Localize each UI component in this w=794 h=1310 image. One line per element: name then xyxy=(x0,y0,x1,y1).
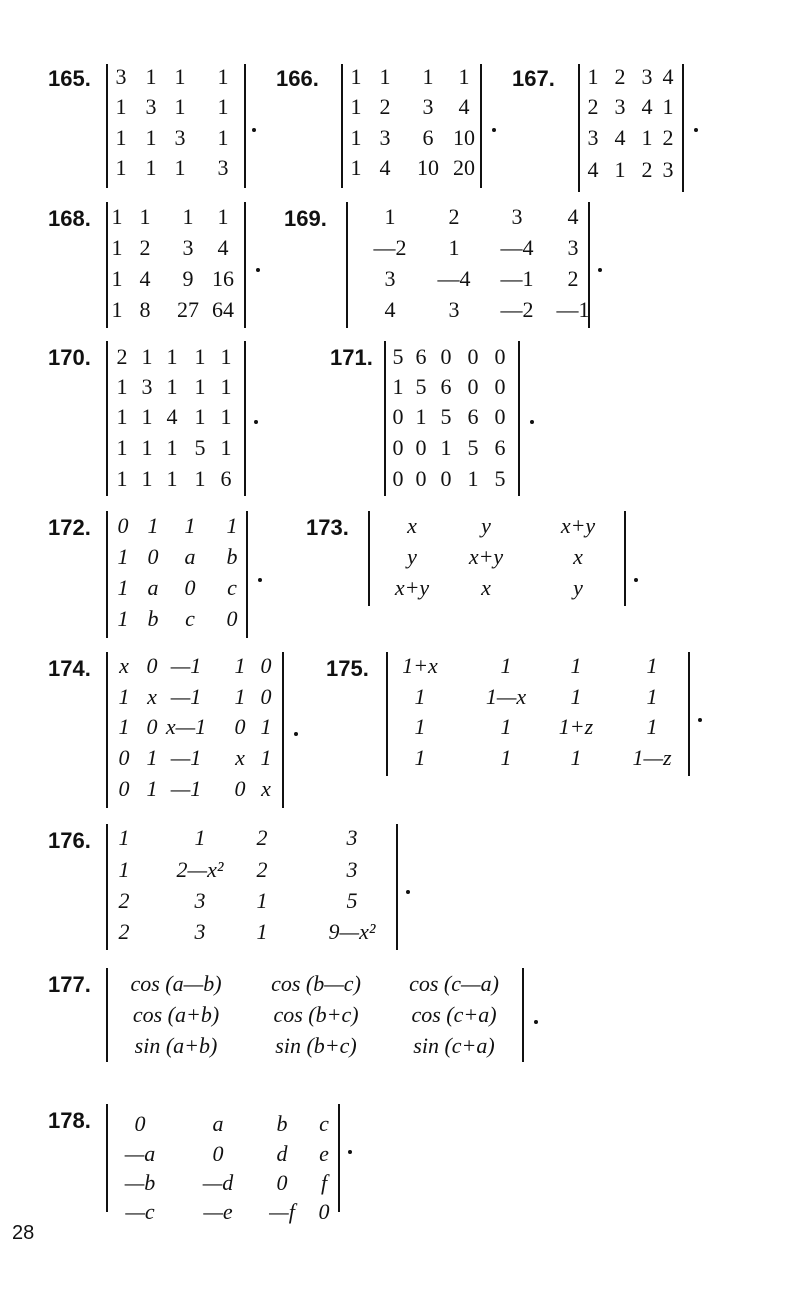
matrix-entry: 1 xyxy=(166,466,178,491)
period-dot xyxy=(598,268,602,272)
matrix-entry: a xyxy=(184,544,196,569)
matrix-entry: 1 xyxy=(116,374,128,399)
problem-number: 170. xyxy=(48,345,91,370)
matrix-entry: 1 xyxy=(117,606,129,631)
matrix-entry: 1 xyxy=(414,745,426,770)
page-number: 28 xyxy=(12,1222,35,1244)
matrix-entry: 1 xyxy=(194,825,206,850)
matrix-entry: 4 xyxy=(587,157,599,182)
matrix-entry: 5 xyxy=(392,344,404,369)
matrix-entry: 1 xyxy=(141,466,153,491)
matrix-entry: 2 xyxy=(662,125,674,150)
matrix-entry: 1 xyxy=(350,155,362,180)
matrix-entry: 0 xyxy=(234,714,246,739)
matrix-entry: 3 xyxy=(346,857,358,882)
matrix-entry: 6 xyxy=(220,466,232,491)
matrix-entry: 0 xyxy=(494,404,506,429)
matrix-entry: 1 xyxy=(118,714,130,739)
matrix-entry: —4 xyxy=(500,235,534,260)
matrix-entry: x+y xyxy=(468,544,504,569)
matrix-entry: 2—x² xyxy=(176,857,224,882)
matrix-entry: cos (a+b) xyxy=(132,1002,220,1027)
matrix-entry: x+y xyxy=(394,575,430,600)
matrix-entry: 1 xyxy=(220,435,232,460)
matrix-entry: 2 xyxy=(379,94,391,119)
matrix-entry: 5 xyxy=(346,888,358,913)
matrix-entry: —1 xyxy=(170,776,202,801)
matrix-entry: 9—x² xyxy=(328,919,376,944)
matrix-entry: 1 xyxy=(662,94,674,119)
matrix-entry: 1 xyxy=(118,857,130,882)
matrix-entry: 1 xyxy=(118,684,130,709)
matrix-entry: 1 xyxy=(146,776,158,801)
matrix-entry: 0 xyxy=(392,466,404,491)
matrix-entry: 2 xyxy=(256,825,268,850)
matrix-entry: cos (b—c) xyxy=(271,971,361,996)
problem-number: 168. xyxy=(48,206,91,231)
matrix-entry: 1 xyxy=(614,157,626,182)
matrix-entry: 0 xyxy=(392,404,404,429)
matrix-entry: 1 xyxy=(145,64,157,89)
period-dot xyxy=(348,1150,352,1154)
matrix-entry: 5 xyxy=(415,374,427,399)
matrix-entry: 0 xyxy=(146,653,158,678)
matrix-entry: 0 xyxy=(184,575,196,600)
matrix-entry: 1 xyxy=(414,714,426,739)
period-dot xyxy=(530,420,534,424)
matrix-entry: sin (c+a) xyxy=(413,1033,495,1058)
matrix-entry: 1—z xyxy=(632,745,672,770)
matrix-entry: 1 xyxy=(392,374,404,399)
matrix-entry: 0 xyxy=(318,1199,330,1224)
problem-number: 166. xyxy=(276,66,319,91)
matrix-entry: 1 xyxy=(448,235,460,260)
matrix-entry: 0 xyxy=(260,684,272,709)
matrix-entry: 2 xyxy=(448,204,460,229)
matrix-entry: 0 xyxy=(117,513,129,538)
matrix-entry: 0 xyxy=(415,435,427,460)
matrix-entry: 6 xyxy=(440,374,452,399)
period-dot xyxy=(254,420,258,424)
matrix-entry: 16 xyxy=(212,266,234,291)
matrix-entry: 5 xyxy=(194,435,206,460)
period-dot xyxy=(406,890,410,894)
matrix-entry: 0 xyxy=(147,544,159,569)
matrix-entry: 1 xyxy=(111,266,123,291)
problem-number: 175. xyxy=(326,656,369,681)
matrix-entry: 3 xyxy=(511,204,523,229)
matrix-entry: 1 xyxy=(384,204,396,229)
matrix-entry: x—1 xyxy=(165,714,207,739)
period-dot xyxy=(492,128,496,132)
matrix-entry: 1 xyxy=(147,513,159,538)
matrix-entry: 2 xyxy=(641,157,653,182)
period-dot xyxy=(534,1020,538,1024)
matrix-entry: 0 xyxy=(226,606,238,631)
matrix-entry: 4 xyxy=(567,204,579,229)
matrix-entry: 20 xyxy=(453,155,475,180)
matrix-entry: 1 xyxy=(166,435,178,460)
matrix-entry: 1 xyxy=(500,745,512,770)
matrix-entry: x xyxy=(147,684,157,709)
matrix-entry: 1 xyxy=(217,204,229,229)
matrix-entry: 10 xyxy=(453,125,475,150)
problem-number: 176. xyxy=(48,828,91,853)
matrix-entry: 2 xyxy=(587,94,599,119)
matrix-entry: 1 xyxy=(422,64,434,89)
matrix-entry: 3 xyxy=(641,64,653,89)
matrix-entry: 4 xyxy=(166,404,178,429)
matrix-entry: 6 xyxy=(422,125,434,150)
matrix-entry: 4 xyxy=(139,266,151,291)
matrix-entry: —b xyxy=(124,1170,156,1195)
matrix-entry: 2 xyxy=(614,64,626,89)
matrix-entry: 1 xyxy=(117,544,129,569)
matrix-entry: x+y xyxy=(560,513,596,538)
matrix-entry: —2 xyxy=(500,297,534,322)
matrix-entry: 2 xyxy=(567,266,579,291)
matrix-entry: 1 xyxy=(174,64,186,89)
matrix-entry: 4 xyxy=(614,125,626,150)
matrix-entry: 1+z xyxy=(558,714,594,739)
matrix-entry: 1 xyxy=(217,64,229,89)
matrix-entry: f xyxy=(320,1170,328,1195)
matrix-entry: cos (a—b) xyxy=(130,971,222,996)
matrix-entry: —c xyxy=(125,1199,155,1224)
matrix-entry: 27 xyxy=(177,297,199,322)
matrix-entry: 3 xyxy=(217,155,229,180)
matrix-entry: 10 xyxy=(417,155,439,180)
matrix-entry: 3 xyxy=(182,235,194,260)
matrix-entry: 0 xyxy=(440,466,452,491)
matrix-entry: 5 xyxy=(494,466,506,491)
matrix-entry: 0 xyxy=(118,745,130,770)
matrix-entry: 1 xyxy=(194,466,206,491)
matrix-entry: b xyxy=(226,544,238,569)
matrix-entry: 3 xyxy=(194,888,206,913)
matrix-entry: 1 xyxy=(500,653,512,678)
matrix-entry: 1 xyxy=(141,435,153,460)
matrix-entry: 0 xyxy=(276,1170,288,1195)
matrix-entry: 1 xyxy=(220,404,232,429)
matrix-entry: —2 xyxy=(373,235,407,260)
matrix-entry: 1 xyxy=(115,155,127,180)
matrix-entry: x xyxy=(481,575,491,600)
matrix-entry: 64 xyxy=(212,297,234,322)
matrix-entry: y xyxy=(573,575,583,600)
matrix-entry: 6 xyxy=(415,344,427,369)
matrix-entry: sin (a+b) xyxy=(134,1033,218,1058)
matrix-entry: —1 xyxy=(170,745,202,770)
period-dot xyxy=(294,732,298,736)
matrix-entry: 1 xyxy=(166,344,178,369)
matrix-entry: 0 xyxy=(467,344,479,369)
period-dot xyxy=(694,128,698,132)
matrix-entry: 3 xyxy=(614,94,626,119)
matrix-entry: 4 xyxy=(379,155,391,180)
matrix-entry: 1 xyxy=(118,825,130,850)
matrix-entry: 1 xyxy=(414,684,426,709)
matrix-entry: cos (c—a) xyxy=(409,971,499,996)
matrix-entry: 6 xyxy=(494,435,506,460)
matrix-entry: x xyxy=(235,745,245,770)
matrix-entry: 1 xyxy=(350,125,362,150)
matrix-entry: 1 xyxy=(111,235,123,260)
matrix-entry: 1 xyxy=(458,64,470,89)
matrix-entry: 1 xyxy=(145,125,157,150)
problem-number: 165. xyxy=(48,66,91,91)
matrix-entry: x xyxy=(407,513,417,538)
matrix-entry: 1 xyxy=(217,125,229,150)
matrix-entry: 6 xyxy=(467,404,479,429)
matrix-entry: 1 xyxy=(646,653,658,678)
matrix-entry: 0 xyxy=(134,1111,146,1136)
problem-number: 178. xyxy=(48,1108,91,1133)
matrix-entry: 0 xyxy=(467,374,479,399)
matrix-entry: c xyxy=(185,606,195,631)
matrix-entry: 0 xyxy=(440,344,452,369)
matrix-entry: a xyxy=(212,1111,224,1136)
matrix-entry: 1 xyxy=(194,404,206,429)
matrix-entry: 1 xyxy=(220,344,232,369)
matrix-entry: 1 xyxy=(184,513,196,538)
matrix-entry: —4 xyxy=(437,266,471,291)
period-dot xyxy=(698,718,702,722)
matrix-entry: 3 xyxy=(346,825,358,850)
matrix-entry: 1 xyxy=(646,684,658,709)
matrix-entry: 0 xyxy=(494,374,506,399)
matrix-entry: 1 xyxy=(174,94,186,119)
matrix-entry: 1 xyxy=(174,155,186,180)
matrix-entry: 4 xyxy=(662,64,674,89)
matrix-entry: x xyxy=(261,776,271,801)
matrix-entry: —1 xyxy=(170,684,202,709)
matrix-entry: a xyxy=(147,575,159,600)
problem-number: 174. xyxy=(48,656,91,681)
matrix-entry: 3 xyxy=(174,125,186,150)
matrix-entry: 3 xyxy=(422,94,434,119)
matrix-entry: 3 xyxy=(448,297,460,322)
matrix-entry: —1 xyxy=(170,653,202,678)
problem-number: 169. xyxy=(284,206,327,231)
matrix-entry: cos (b+c) xyxy=(273,1002,359,1027)
matrix-entry: 0 xyxy=(234,776,246,801)
problem-number: 167. xyxy=(512,66,555,91)
matrix-entry: c xyxy=(227,575,237,600)
problem-number: 177. xyxy=(48,972,91,997)
problem-number: 171. xyxy=(330,345,373,370)
matrix-entry: sin (b+c) xyxy=(275,1033,357,1058)
matrix-entry: 1 xyxy=(646,714,658,739)
matrix-entry: x xyxy=(573,544,583,569)
period-dot xyxy=(256,268,260,272)
matrix-entry: —d xyxy=(202,1170,234,1195)
matrix-entry: 1 xyxy=(260,714,272,739)
matrix-entry: 1 xyxy=(116,466,128,491)
matrix-entry: 3 xyxy=(141,374,153,399)
matrix-entry: 5 xyxy=(440,404,452,429)
period-dot xyxy=(252,128,256,132)
matrix-entry: 3 xyxy=(662,157,674,182)
matrix-entry: 0 xyxy=(146,714,158,739)
matrix-entry: 4 xyxy=(217,235,229,260)
matrix-entry: 1 xyxy=(166,374,178,399)
matrix-entry: —1 xyxy=(500,266,534,291)
matrix-entry: 1 xyxy=(350,94,362,119)
matrix-entry: 4 xyxy=(458,94,470,119)
matrix-entry: 1 xyxy=(500,714,512,739)
matrix-entry: 1 xyxy=(116,435,128,460)
matrix-entry: 3 xyxy=(379,125,391,150)
matrix-entry: 1 xyxy=(194,374,206,399)
matrix-entry: 1 xyxy=(139,204,151,229)
matrix-entry: 0 xyxy=(392,435,404,460)
matrix-entry: 1 xyxy=(440,435,452,460)
matrix-entry: 0 xyxy=(494,344,506,369)
matrix-entry: 1 xyxy=(111,204,123,229)
matrix-entry: 1 xyxy=(570,745,582,770)
matrix-entry: 3 xyxy=(115,64,127,89)
matrix-entry: 1 xyxy=(379,64,391,89)
matrix-entry: 3 xyxy=(567,235,579,260)
matrix-entry: 2 xyxy=(256,857,268,882)
period-dot xyxy=(634,578,638,582)
matrix-entry: 1—x xyxy=(485,684,527,709)
matrix-entry: 1 xyxy=(111,297,123,322)
matrix-entry: 1 xyxy=(182,204,194,229)
matrix-entry: 1 xyxy=(145,155,157,180)
matrix-entry: 1 xyxy=(141,404,153,429)
matrix-entry: c xyxy=(319,1111,329,1136)
matrix-entry: 9 xyxy=(182,266,194,291)
matrix-entry: 1 xyxy=(256,919,268,944)
matrix-entry: 1 xyxy=(116,404,128,429)
matrix-entry: —f xyxy=(269,1199,295,1224)
matrix-entry: 1 xyxy=(194,344,206,369)
matrix-entry: 4 xyxy=(384,297,396,322)
matrix-entry: 1 xyxy=(467,466,479,491)
matrix-entry: 1 xyxy=(256,888,268,913)
matrix-entry: e xyxy=(319,1141,329,1166)
matrix-entry: 1 xyxy=(220,374,232,399)
matrix-entry: 1 xyxy=(234,653,246,678)
matrix-entry: —a xyxy=(124,1141,156,1166)
matrix-entry: 5 xyxy=(467,435,479,460)
matrix-entry: y xyxy=(407,544,417,569)
matrix-entry: x xyxy=(119,653,129,678)
matrix-entry: 2 xyxy=(139,235,151,260)
matrix-entry: 0 xyxy=(212,1141,224,1166)
matrix-entry: 2 xyxy=(118,919,130,944)
matrix-entry: 0 xyxy=(260,653,272,678)
matrix-entry: —e xyxy=(203,1199,233,1224)
matrix-entry: 1 xyxy=(117,575,129,600)
matrix-entry: 2 xyxy=(116,344,128,369)
matrix-entry: 1+x xyxy=(402,653,438,678)
problem-number: 172. xyxy=(48,515,91,540)
matrix-entry: 3 xyxy=(587,125,599,150)
period-dot xyxy=(258,578,262,582)
matrix-entry: b xyxy=(276,1111,288,1136)
matrix-entry: 1 xyxy=(570,684,582,709)
matrix-entry: —1 xyxy=(556,297,590,322)
matrix-entry: 0 xyxy=(415,466,427,491)
matrix-entry: 1 xyxy=(260,745,272,770)
problem-number: 173. xyxy=(306,515,349,540)
matrix-entry: 1 xyxy=(587,64,599,89)
matrix-entry: 1 xyxy=(141,344,153,369)
matrix-entry: y xyxy=(481,513,491,538)
matrix-entry: 1 xyxy=(570,653,582,678)
matrix-entry: 2 xyxy=(118,888,130,913)
matrix-entry: cos (c+a) xyxy=(411,1002,497,1027)
determinant-bars xyxy=(346,202,590,328)
matrix-entry: 3 xyxy=(194,919,206,944)
matrix-entry: 1 xyxy=(146,745,158,770)
matrix-entry: 0 xyxy=(118,776,130,801)
matrix-entry: 1 xyxy=(415,404,427,429)
matrix-entry: 8 xyxy=(139,297,151,322)
matrix-entry: 3 xyxy=(384,266,396,291)
matrix-entry: 3 xyxy=(145,94,157,119)
matrix-entry: 1 xyxy=(234,684,246,709)
matrix-entry: 4 xyxy=(641,94,653,119)
matrix-entry: 1 xyxy=(350,64,362,89)
matrix-entry: b xyxy=(147,606,159,631)
matrix-entry: 1 xyxy=(217,94,229,119)
matrix-entry: 1 xyxy=(115,94,127,119)
matrix-entry: 1 xyxy=(115,125,127,150)
matrix-entry: 1 xyxy=(226,513,238,538)
matrix-entry: d xyxy=(276,1141,288,1166)
matrix-entry: 1 xyxy=(641,125,653,150)
